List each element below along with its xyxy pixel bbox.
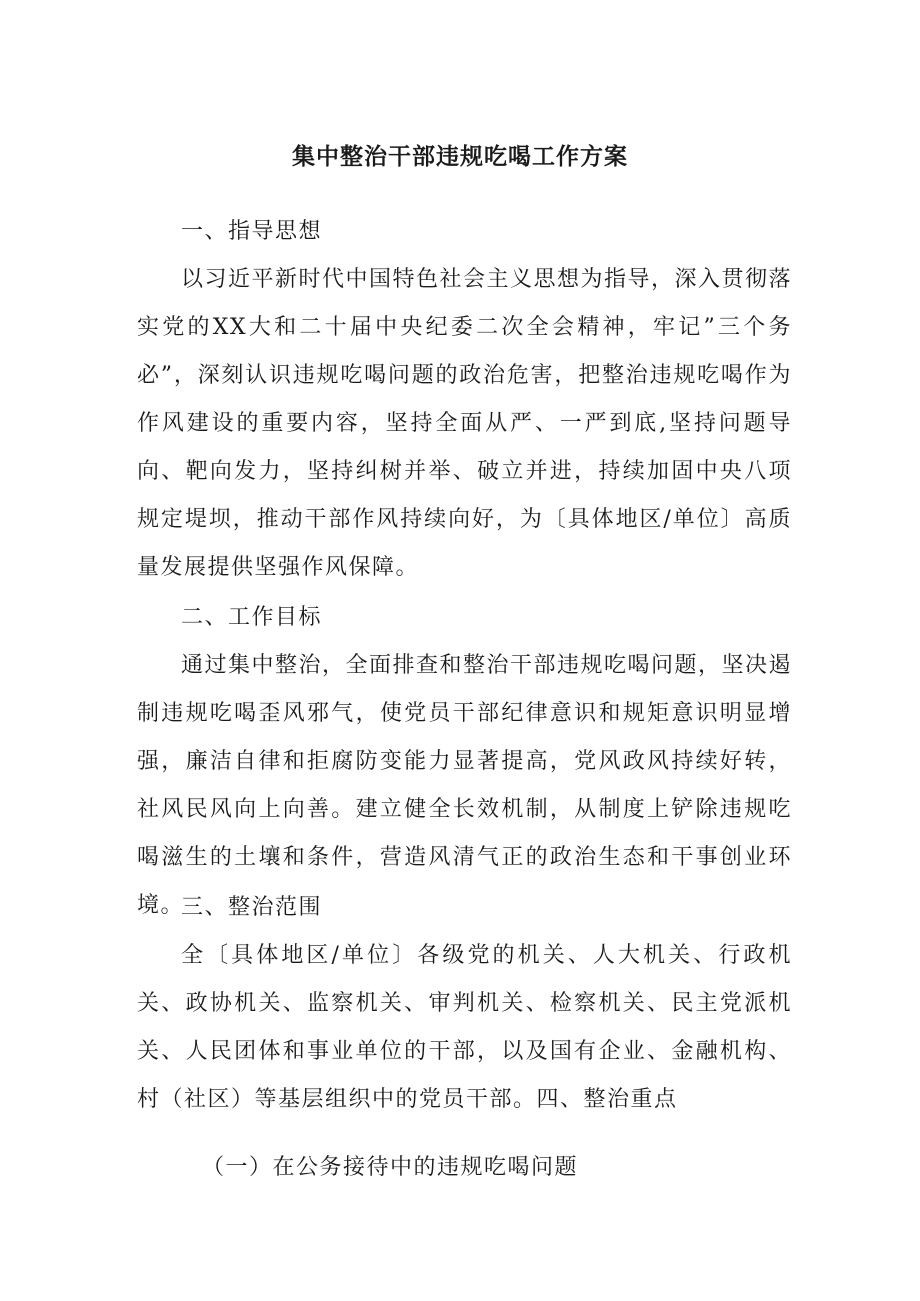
document-title: 集中整治干部违规吃喝工作方案 — [292, 144, 628, 170]
section-paragraph-guiding-ideology: 以习近平新时代中国特色社会主义思想为指导，深入贯彻落实党的XX大和二十届中央纪委二次全会精神，牢记”三个务必”，深刻认识违规吃喝问题的政治危害，把整治违规吃喝作为作风建设的重要内容，坚持全面从严、一严到底,坚持问题导向、靶向发力，坚持纠树并举、破立并进，持续加固中央八项规定堤坝，推动干部作风持续向好，为〔具体地区/单位〕高质量发展提供坚强作风保障。 — [137, 267, 793, 580]
subsection-heading-official-reception: （一）在公务接待中的违规吃喝问题 — [202, 1155, 579, 1180]
section-paragraph-rectification-scope: 全〔具体地区/单位〕各级党的机关、人大机关、行政机关、政协机关、监察机关、审判机关、检察机关、民主党派机关、人民团体和事业单位的干部，以及国有企业、金融机构、村（社区）等基层组织中的党员干部。四、整治重点 — [137, 943, 792, 1112]
section-heading-work-goals: 二、工作目标 — [181, 605, 323, 630]
section-heading-rectification-scope: 三、整治范围 — [181, 895, 323, 920]
section-paragraph-work-goals: 通过集中整治，全面排查和整治干部违规吃喝问题，坚决遏制违规吃喝歪风邪气，使党员干部纪律意识和规矩意识明显增强，廉洁自律和拒腐防变能力显著提高，党风政风持续好转，社风民风向上向善。建立健全长效机制，从制度上铲除违规吃喝滋生的土壤和条件，营造风清气正的政治生态和干事创业环境。 — [137, 653, 793, 918]
section-heading-guiding-ideology: 一、指导思想 — [181, 219, 323, 244]
